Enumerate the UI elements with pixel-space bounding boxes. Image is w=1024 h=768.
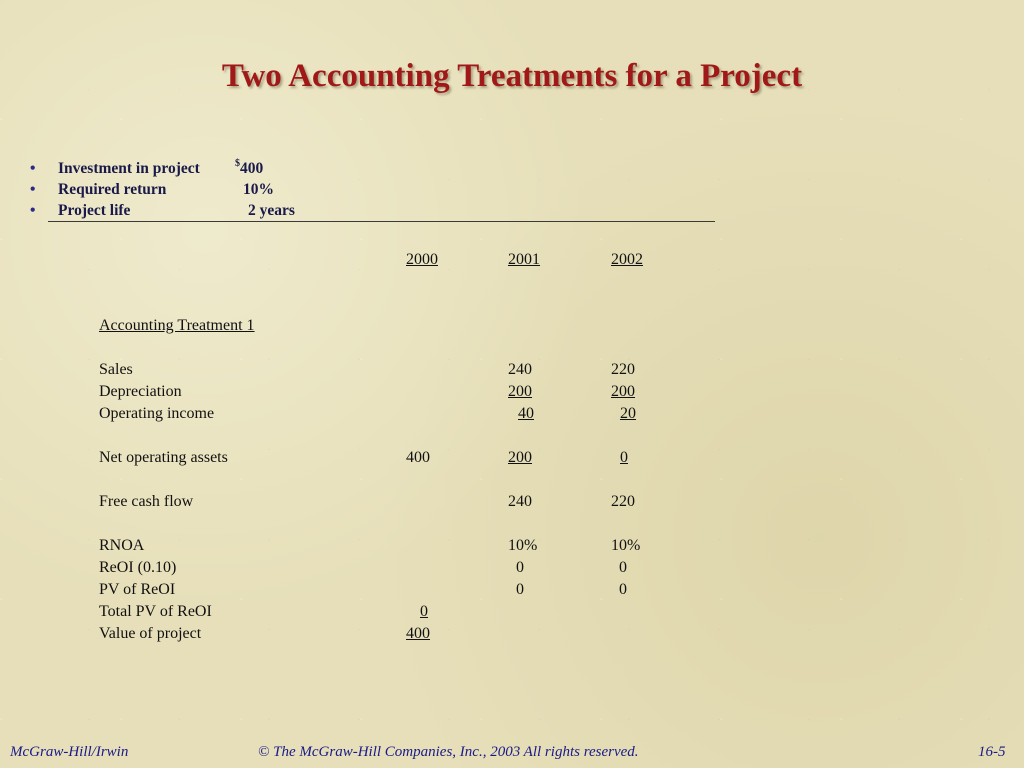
- sales-2001: 240: [508, 361, 532, 378]
- net-operating-assets-2000: 400: [406, 449, 430, 466]
- currency-symbol: $: [235, 158, 240, 169]
- bullet-value: 10%: [243, 181, 274, 198]
- net-operating-assets-2001: 200: [508, 449, 532, 466]
- row-label-total-pv-reoi: Total PV of ReOI: [99, 603, 212, 620]
- row-label-reoi: ReOI (0.10): [99, 559, 177, 576]
- bullet-dot-icon: •: [30, 202, 36, 219]
- investment-value: 400: [240, 160, 264, 177]
- row-label-pv-reoi: PV of ReOI: [99, 581, 176, 598]
- sales-2002: 220: [611, 361, 635, 378]
- free-cash-flow-2001: 240: [508, 493, 532, 510]
- value-of-project-2000: 400: [406, 625, 430, 642]
- bullet-label: Required return: [58, 181, 167, 198]
- depreciation-2002: 200: [611, 383, 635, 400]
- year-header-2001: 2001: [508, 251, 540, 268]
- free-cash-flow-2002: 220: [611, 493, 635, 510]
- pv-reoi-2002: 0: [619, 581, 627, 598]
- row-label-rnoa: RNOA: [99, 537, 145, 554]
- rnoa-2001: 10%: [508, 537, 538, 554]
- rnoa-2002: 10%: [611, 537, 641, 554]
- operating-income-2002: 20: [620, 405, 636, 422]
- bullet-value: 2 years: [248, 202, 295, 219]
- section-title: Accounting Treatment 1: [99, 317, 255, 334]
- bullet-dot-icon: •: [30, 181, 36, 198]
- total-pv-reoi-2000: 0: [420, 603, 428, 620]
- row-label-value-of-project: Value of project: [99, 625, 202, 642]
- row-label-sales: Sales: [99, 361, 133, 378]
- bullet-dot-icon: •: [30, 160, 36, 177]
- footer-page-number: 16-5: [978, 744, 1006, 760]
- row-label-net-operating-assets: Net operating assets: [99, 449, 228, 466]
- divider-line: [48, 221, 715, 222]
- net-operating-assets-2002: 0: [620, 449, 628, 466]
- bullet-value: [235, 160, 263, 178]
- operating-income-2001: 40: [518, 405, 534, 422]
- bullet-label: Investment in project: [58, 160, 200, 177]
- depreciation-2001: 200: [508, 383, 532, 400]
- row-label-free-cash-flow: Free cash flow: [99, 493, 194, 510]
- row-label-operating-income: Operating income: [99, 405, 215, 422]
- slide-title: Two Accounting Treatments for a Project: [221, 58, 803, 94]
- reoi-2002: 0: [619, 559, 627, 576]
- bullet-label: Project life: [58, 202, 131, 219]
- footer-publisher: McGraw-Hill/Irwin: [10, 744, 129, 760]
- year-header-2000: 2000: [406, 251, 438, 268]
- pv-reoi-2001: 0: [516, 581, 524, 598]
- row-label-depreciation: Depreciation: [99, 383, 182, 400]
- footer-copyright: © The McGraw-Hill Companies, Inc., 2003 All rights reserved.: [258, 744, 639, 760]
- year-header-2002: 2002: [611, 251, 643, 268]
- reoi-2001: 0: [516, 559, 524, 576]
